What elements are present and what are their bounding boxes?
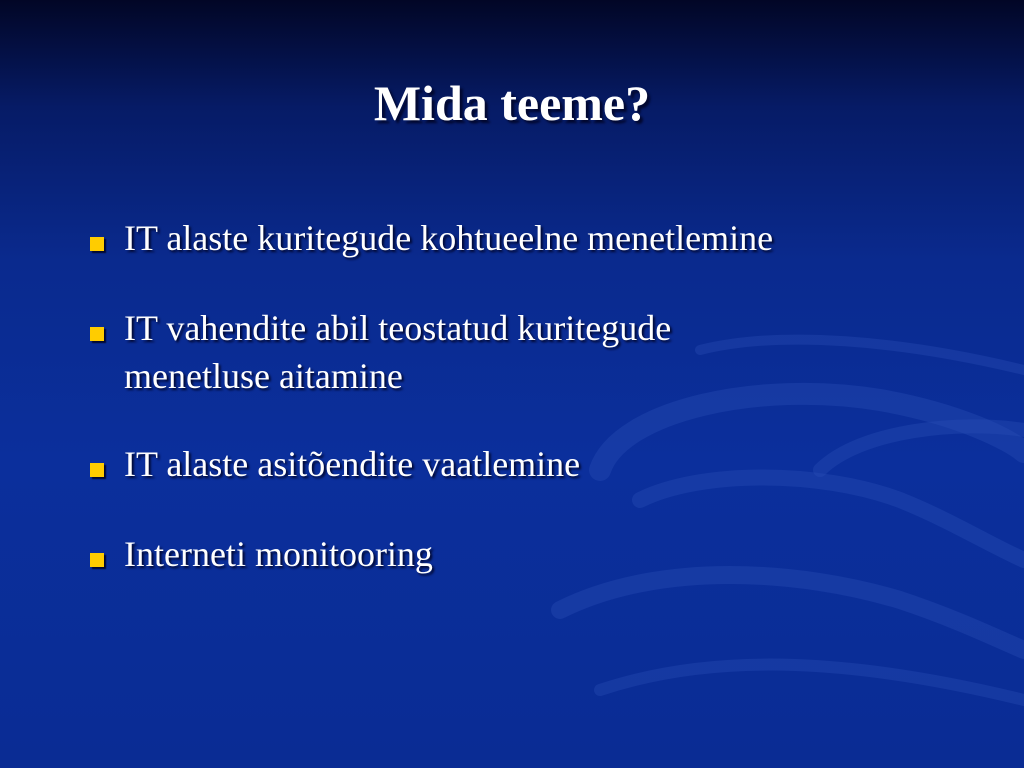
square-bullet-icon [90,327,104,341]
square-bullet-icon [90,237,104,251]
square-bullet-icon [90,463,104,477]
bullet-text: IT alaste kuritegude kohtueelne menetlemine [124,218,774,258]
list-item [88,440,968,488]
list-item [88,304,968,400]
bullet-list [88,214,968,578]
bullet-text: IT vahendite abil teostatud kuritegude menetluse aitamine [124,308,672,396]
slide-title: Mida teeme? [373,75,651,131]
square-bullet-icon [90,553,104,567]
bullet-text: IT alaste asitõendite vaatlemine [124,444,581,484]
bullet-text: Interneti monitooring [124,534,433,574]
list-item [88,530,968,578]
list-item [88,214,968,262]
